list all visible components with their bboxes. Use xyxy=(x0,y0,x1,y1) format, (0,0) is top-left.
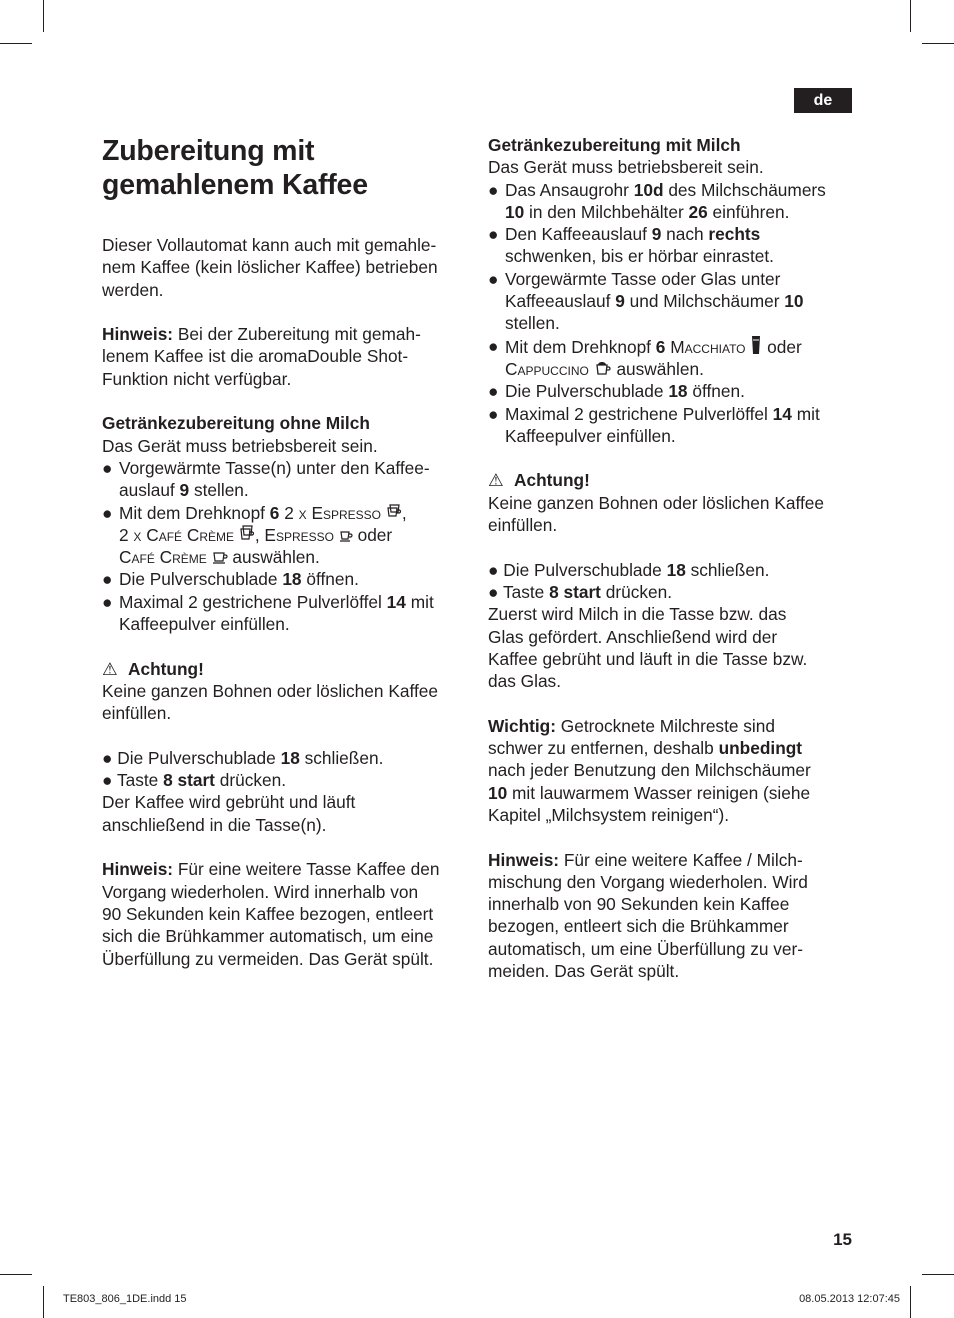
warning-text: Keine ganzen Bohnen oder löslichen Kaffee einfüllen. xyxy=(102,680,438,724)
macchiato-glass-icon xyxy=(750,335,762,355)
list-item: ● Mit dem Drehknopf 6 2 x Espresso , 2 x Café Crème , Espresso oder Café Crème auswählen. xyxy=(102,502,407,568)
bullet-icon: ● xyxy=(102,770,113,791)
result-text: Der Kaffee wird gebrüht und läuft anschließend in die Tasse(n). xyxy=(102,792,356,835)
list-item: ● Maximal 2 gestrichene Pulverlöffel 14 mit Kaffeepulver einfüllen. xyxy=(102,591,434,635)
bullet-icon: ● xyxy=(102,747,113,768)
footer-datetime-slug: 08.05.2013 12:07:45 xyxy=(799,1293,900,1305)
result-text: Zuerst wird Milch in die Tasse bzw. das Glas gefördert. Anschließend wird der Kaffee gebrüht und läuft in die Tasse bzw. das Glas. xyxy=(488,604,808,692)
crop-mark xyxy=(910,1286,911,1318)
left-column xyxy=(102,134,468,970)
language-tab: de xyxy=(794,88,852,113)
double-cup-icon xyxy=(386,503,402,521)
note-label: Hinweis: xyxy=(488,849,560,870)
warning-icon: ⚠ xyxy=(488,470,504,491)
section-intro: Das Gerät muss betriebsbereit sein. xyxy=(488,157,764,178)
list-item: ● Das Ansaugrohr 10d des Milchschäumers 10 in den Milchbehälter 26 einführen. xyxy=(488,179,826,222)
intro-paragraph: Dieser Vollautomat kann auch mit gemahle- nem Kaffee (kein löslicher Kaffee) betrieben werden. xyxy=(102,235,438,300)
note-paragraph: Hinweis: Für eine weitere Kaffee / Milch- mischung den Vorgang wiederholen. Wird innerhalb von 90 Sekunden kein Kaffee bezogen, entleert sich die Brühkammer automatisch, um eine Überfüllung zu ver- meiden. Das Gerät spült. xyxy=(488,849,808,981)
note-paragraph: Hinweis: Für eine weitere Tasse Kaffee den Vorgang wiederholen. Wird innerhalb von 90 Sekunden kein Kaffee bezogen, entleert sich die Brühkammer automatisch, um eine Überfüllung zu vermeiden. Das Gerät spült. xyxy=(102,859,440,969)
title-line: gemahlenem Kaffee xyxy=(102,169,368,201)
crop-mark xyxy=(922,1274,954,1275)
right-column xyxy=(488,134,856,982)
large-cup-icon xyxy=(212,551,228,565)
bullet-icon: ● xyxy=(488,403,499,424)
warning-heading: ⚠ Achtung! xyxy=(488,470,590,491)
warning-icon: ⚠ xyxy=(102,658,118,679)
crop-mark xyxy=(43,0,44,32)
crop-mark xyxy=(910,0,911,32)
bullet-icon: ● xyxy=(488,559,499,580)
footer-file-slug: TE803_806_1DE.indd 15 xyxy=(63,1293,187,1305)
bullet-icon: ● xyxy=(488,179,499,200)
cappuccino-cup-icon xyxy=(594,359,612,377)
warning-heading: ⚠ Achtung! xyxy=(102,658,204,679)
important-paragraph: Wichtig: Getrocknete Milchreste sind schwer zu entfernen, deshalb unbedingt nach jeder Benutzung den Milchschäumer 10 mit lauwarmem Wasser reinigen (siehe Kapitel „Milchsystem reinigen“). xyxy=(488,715,811,825)
warning-text: Keine ganzen Bohnen oder löslichen Kaffee einfüllen. xyxy=(488,492,824,536)
list-item: ● Vorgewärmte Tasse(n) unter den Kaffee- auslauf 9 stellen. xyxy=(102,457,430,501)
bullet-icon: ● xyxy=(102,502,113,523)
list-item: ● Mit dem Drehknopf 6 Macchiato oder Cappuccino auswählen. xyxy=(488,335,802,379)
section-intro: Das Gerät muss betriebsbereit sein. xyxy=(102,435,378,456)
note-label: Hinweis: xyxy=(102,324,174,345)
list-item: ● Die Pulverschublade 18 öffnen. xyxy=(488,381,745,402)
bullet-icon: ● xyxy=(488,335,499,356)
list-item: ● Taste 8 start drücken. xyxy=(488,581,673,602)
bullet-icon: ● xyxy=(102,591,113,612)
list-item: ● Die Pulverschublade 18 schließen. xyxy=(102,747,384,768)
list-item: ● Die Pulverschublade 18 öffnen. xyxy=(102,569,359,590)
bullet-icon: ● xyxy=(488,224,499,245)
section-heading: Getränkezubereitung mit Milch xyxy=(488,135,741,155)
bullet-icon: ● xyxy=(488,381,499,402)
list-item: ● Vorgewärmte Tasse oder Glas unter Kaffeeauslauf 9 und Milchschäumer 10 stellen. xyxy=(488,268,804,334)
page-number: 15 xyxy=(833,1230,852,1249)
bullet-icon: ● xyxy=(488,581,499,602)
list-item: ● Taste 8 start drücken. xyxy=(102,770,287,791)
cup-icon xyxy=(339,529,353,543)
list-item: ● Maximal 2 gestrichene Pulverlöffel 14 mit Kaffeepulver einfüllen. xyxy=(488,403,820,446)
double-large-cup-icon xyxy=(239,525,255,543)
page-title xyxy=(102,134,468,202)
list-item: ● Den Kaffeeauslauf 9 nach rechts schwenken, bis er hörbar einrastet. xyxy=(488,224,774,267)
bullet-icon: ● xyxy=(102,569,113,590)
crop-mark xyxy=(0,43,32,44)
note-label: Hinweis: xyxy=(102,859,174,880)
title-line: Zubereitung mit xyxy=(102,135,315,167)
important-label: Wichtig: xyxy=(488,715,556,736)
bullet-icon: ● xyxy=(102,457,113,478)
bullet-icon: ● xyxy=(488,268,499,289)
list-item: ● Die Pulverschublade 18 schließen. xyxy=(488,559,770,580)
section-heading: Getränkezubereitung ohne Milch xyxy=(102,413,370,434)
crop-mark xyxy=(43,1286,44,1318)
crop-mark xyxy=(922,43,954,44)
crop-mark xyxy=(0,1274,32,1275)
note-paragraph: Hinweis: Bei der Zubereitung mit gemah- lenem Kaffee ist die aromaDouble Shot- Funktion nicht verfügbar. xyxy=(102,324,421,389)
